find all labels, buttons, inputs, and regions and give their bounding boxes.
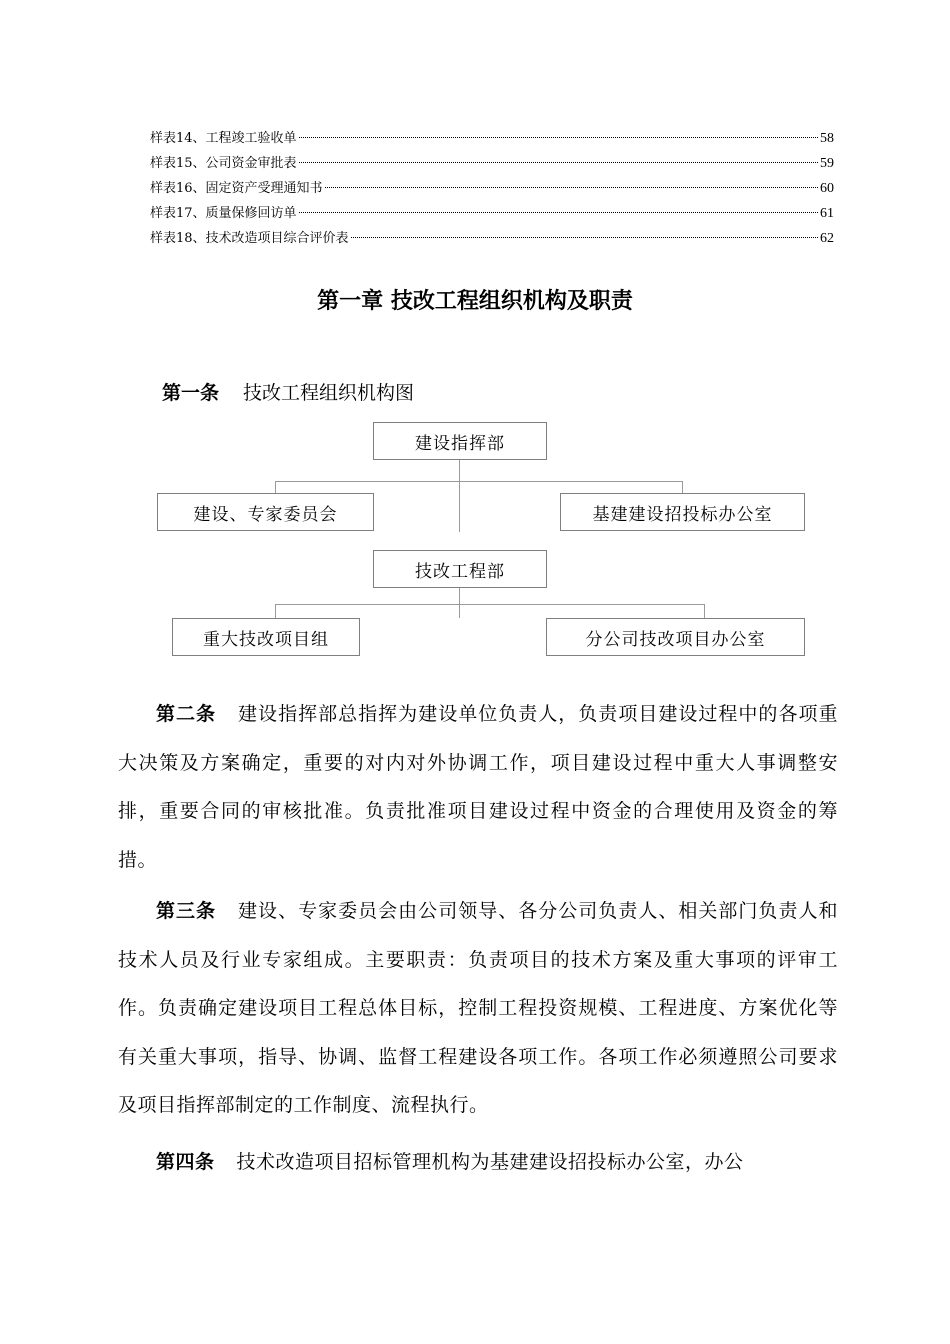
article-2	[118, 690, 838, 884]
toc-entry-page: 62	[820, 231, 834, 246]
connector-line	[704, 604, 705, 619]
toc-entry[interactable]	[150, 126, 834, 151]
connector-line	[682, 481, 683, 493]
article-number: 第四条	[156, 1151, 215, 1173]
article-number: 第一条	[162, 382, 220, 404]
org-node-major-project-team: 重大技改项目组	[172, 618, 360, 656]
toc-entry-label: 样表15、公司资金审批表	[150, 156, 297, 171]
toc-entry-page: 61	[820, 206, 834, 221]
article-1-heading	[162, 378, 414, 405]
toc-leader-dots	[299, 212, 818, 213]
article-3	[118, 887, 838, 1130]
toc-entry-label: 样表14、工程竣工验收单	[150, 131, 297, 146]
toc-entry-page: 58	[820, 131, 834, 146]
article-text: 建设指挥部总指挥为建设单位负责人，负责项目建设过程中的各项重大决策及方案确定，重要的对内对外协调工作，项目建设过程中重大人事调整安排，重要合同的审核批准。负责批准项目建设过程中资金的合理使用及资金的筹措。	[118, 703, 838, 871]
toc-entry-page: 60	[820, 181, 834, 196]
connector-line	[275, 481, 276, 493]
toc-entry[interactable]	[150, 226, 834, 251]
org-node-expert-committee: 建设、专家委员会	[157, 493, 374, 531]
toc-entry[interactable]	[150, 151, 834, 176]
table-of-contents	[150, 126, 834, 251]
org-node-construction-hq: 建设指挥部	[373, 422, 547, 460]
chapter-title: 第一章 技改工程组织机构及职责	[317, 289, 633, 314]
toc-leader-dots	[299, 162, 818, 163]
connector-line	[275, 481, 683, 482]
connector-line	[275, 604, 705, 605]
toc-entry-label: 样表17、质量保修回访单	[150, 206, 297, 221]
toc-entry-label: 样表18、技术改造项目综合评价表	[150, 231, 349, 246]
org-node-renovation-dept: 技改工程部	[373, 550, 547, 588]
toc-leader-dots	[351, 237, 818, 238]
org-node-bidding-office: 基建建设招投标办公室	[560, 493, 805, 531]
connector-line	[275, 604, 276, 619]
toc-entry[interactable]	[150, 176, 834, 201]
article-text: 技术改造项目招标管理机构为基建建设招投标办公室，办公	[236, 1151, 744, 1173]
connector-line	[459, 588, 460, 618]
org-node-branch-project-office: 分公司技改项目办公室	[546, 618, 805, 656]
article-4	[118, 1138, 838, 1187]
toc-entry-label: 样表16、固定资产受理通知书	[150, 181, 323, 196]
connector-line	[459, 460, 460, 532]
article-text: 建设、专家委员会由公司领导、各分公司负责人、相关部门负责人和技术人员及行业专家组成。主要职责：负责项目的技术方案及重大事项的评审工作。负责确定建设项目工程总体目标，控制工程投资规模、工程进度、方案优化等有关重大事项，指导、协调、监督工程建设各项工作。各项工作必须遵照公司要求及项目指挥部制定的工作制度、流程执行。	[118, 900, 838, 1116]
toc-leader-dots	[299, 137, 818, 138]
toc-entry-page: 59	[820, 156, 834, 171]
article-title: 技改工程组织机构图	[243, 382, 415, 404]
toc-entry[interactable]	[150, 201, 834, 226]
toc-leader-dots	[325, 187, 818, 188]
article-number: 第二条	[156, 703, 217, 725]
article-number: 第三条	[156, 900, 217, 922]
